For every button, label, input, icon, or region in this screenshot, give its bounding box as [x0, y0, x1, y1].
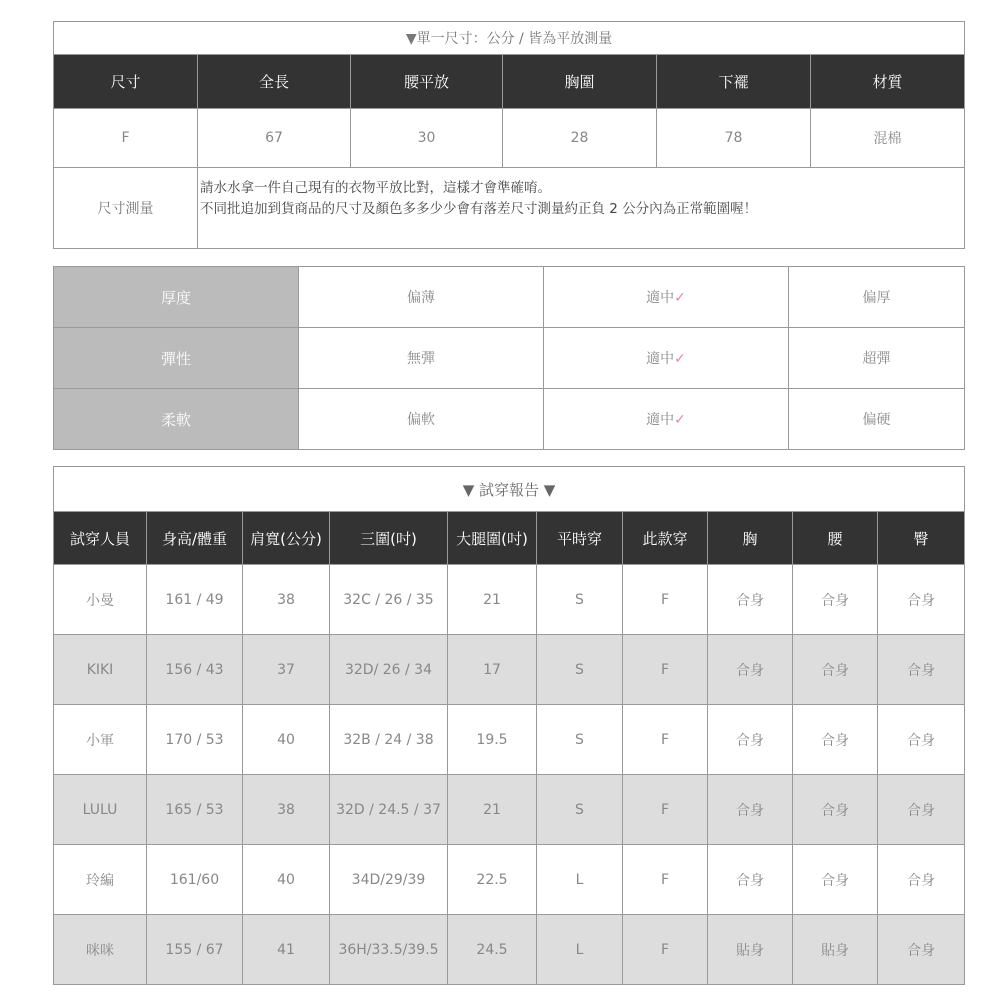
- check-icon: ✓: [674, 290, 686, 306]
- trial-cell: L: [537, 915, 623, 985]
- size-value-waist: 30: [351, 109, 503, 168]
- trial-cell: 合身: [878, 775, 965, 845]
- trial-model-name: 小曼: [54, 565, 147, 635]
- trial-table-caption: ▼ 試穿報告 ▼: [54, 467, 965, 512]
- trial-cell: 32D / 24.5 / 37: [330, 775, 448, 845]
- trial-cell: F: [623, 635, 708, 705]
- trial-cell: 24.5: [448, 915, 537, 985]
- fabric-option-selected: [544, 328, 789, 389]
- size-table-caption: ▼單一尺寸：公分 / 皆為平放測量: [54, 22, 965, 55]
- trial-cell: 161 / 49: [147, 565, 243, 635]
- trial-cell: 34D/29/39: [330, 845, 448, 915]
- trial-cell: S: [537, 635, 623, 705]
- trial-cell: F: [623, 845, 708, 915]
- size-note-line-2: 不同批追加到貨商品的尺寸及顏色多多少少會有落差尺寸測量約正負 2 公分內為正常範圍喔！: [200, 201, 758, 217]
- trial-cell: S: [537, 705, 623, 775]
- trial-model-name: 玲編: [54, 845, 147, 915]
- trial-cell: 貼身: [793, 915, 878, 985]
- trial-header-cell: 肩寬(公分): [243, 512, 330, 565]
- fabric-option: 超彈: [789, 328, 965, 389]
- trial-header-cell: 腰: [793, 512, 878, 565]
- trial-cell: 32B / 24 / 38: [330, 705, 448, 775]
- trial-cell: 合身: [793, 635, 878, 705]
- size-value-length: 67: [198, 109, 351, 168]
- trial-cell: 36H/33.5/39.5: [330, 915, 448, 985]
- trial-cell: 41: [243, 915, 330, 985]
- trial-cell: 170 / 53: [147, 705, 243, 775]
- trial-header-cell: 平時穿: [537, 512, 623, 565]
- trial-row: [54, 635, 965, 705]
- fabric-label-softness: 柔軟: [54, 389, 299, 450]
- trial-cell: 合身: [878, 635, 965, 705]
- trial-cell: 合身: [793, 775, 878, 845]
- size-value-chest: 28: [503, 109, 657, 168]
- trial-header-cell: 身高/體重: [147, 512, 243, 565]
- fabric-option: 偏薄: [299, 267, 544, 328]
- fabric-option-selected: [544, 389, 789, 450]
- fabric-table: [53, 266, 965, 450]
- trial-cell: 161/60: [147, 845, 243, 915]
- trial-cell: 19.5: [448, 705, 537, 775]
- trial-cell: 合身: [708, 775, 793, 845]
- trial-cell: 合身: [793, 565, 878, 635]
- trial-header-cell: 此款穿: [623, 512, 708, 565]
- trial-cell: S: [537, 565, 623, 635]
- size-header-hem: 下襬: [657, 55, 811, 109]
- fabric-option: 無彈: [299, 328, 544, 389]
- trial-cell: 合身: [708, 565, 793, 635]
- trial-row: [54, 915, 965, 985]
- trial-header-cell: 大腿圍(吋): [448, 512, 537, 565]
- trial-model-name: 小軍: [54, 705, 147, 775]
- size-value-size: F: [54, 109, 198, 168]
- trial-cell: 合身: [793, 845, 878, 915]
- trial-cell: 合身: [878, 845, 965, 915]
- size-header-size: 尺寸: [54, 55, 198, 109]
- trial-header-cell: 臀: [878, 512, 965, 565]
- trial-cell: F: [623, 775, 708, 845]
- trial-model-name: KIKI: [54, 635, 147, 705]
- trial-cell: F: [623, 705, 708, 775]
- fabric-option-label: 適中: [646, 412, 675, 428]
- trial-model-name: LULU: [54, 775, 147, 845]
- check-icon: ✓: [674, 351, 686, 367]
- size-note-line-1: 請水水拿一件自己現有的衣物平放比對，這樣才會準確唷。: [200, 180, 551, 196]
- fabric-label-elasticity: 彈性: [54, 328, 299, 389]
- trial-cell: 合身: [708, 705, 793, 775]
- trial-cell: L: [537, 845, 623, 915]
- trial-cell: F: [623, 565, 708, 635]
- fabric-row-softness: [54, 389, 965, 450]
- check-icon: ✓: [674, 412, 686, 428]
- trial-cell: 40: [243, 705, 330, 775]
- trial-cell: 合身: [708, 845, 793, 915]
- trial-row: [54, 565, 965, 635]
- fabric-option-label: 適中: [646, 351, 675, 367]
- fabric-label-thickness: 厚度: [54, 267, 299, 328]
- trial-header-cell: 三圍(吋): [330, 512, 448, 565]
- trial-cell: 165 / 53: [147, 775, 243, 845]
- trial-header-cell: 胸: [708, 512, 793, 565]
- trial-cell: F: [623, 915, 708, 985]
- trial-cell: 合身: [878, 915, 965, 985]
- size-note-label: 尺寸測量: [54, 168, 198, 249]
- fabric-option-selected: [544, 267, 789, 328]
- trial-cell: 17: [448, 635, 537, 705]
- fabric-row-elasticity: [54, 328, 965, 389]
- size-note: [198, 168, 965, 249]
- trial-cell: 合身: [708, 635, 793, 705]
- trial-cell: 21: [448, 565, 537, 635]
- trial-cell: 38: [243, 775, 330, 845]
- trial-cell: 38: [243, 565, 330, 635]
- size-header-waist: 腰平放: [351, 55, 503, 109]
- size-header-chest: 胸圍: [503, 55, 657, 109]
- size-value-hem: 78: [657, 109, 811, 168]
- fabric-option-label: 適中: [646, 290, 675, 306]
- trial-cell: 40: [243, 845, 330, 915]
- fabric-row-thickness: [54, 267, 965, 328]
- trial-cell: 貼身: [708, 915, 793, 985]
- trial-cell: S: [537, 775, 623, 845]
- trial-row: [54, 845, 965, 915]
- fabric-option: 偏厚: [789, 267, 965, 328]
- trial-row: [54, 705, 965, 775]
- trial-model-name: 咪咪: [54, 915, 147, 985]
- size-value-material: 混棉: [811, 109, 965, 168]
- size-header-length: 全長: [198, 55, 351, 109]
- trial-cell: 32D/ 26 / 34: [330, 635, 448, 705]
- trial-cell: 37: [243, 635, 330, 705]
- size-table: [53, 21, 965, 249]
- trial-report-table: [53, 466, 965, 985]
- size-header-material: 材質: [811, 55, 965, 109]
- trial-row: [54, 775, 965, 845]
- trial-cell: 32C / 26 / 35: [330, 565, 448, 635]
- fabric-option: 偏硬: [789, 389, 965, 450]
- trial-cell: 155 / 67: [147, 915, 243, 985]
- trial-cell: 合身: [878, 565, 965, 635]
- trial-cell: 合身: [878, 705, 965, 775]
- fabric-option: 偏軟: [299, 389, 544, 450]
- trial-cell: 156 / 43: [147, 635, 243, 705]
- trial-header-cell: 試穿人員: [54, 512, 147, 565]
- trial-cell: 21: [448, 775, 537, 845]
- trial-cell: 22.5: [448, 845, 537, 915]
- trial-cell: 合身: [793, 705, 878, 775]
